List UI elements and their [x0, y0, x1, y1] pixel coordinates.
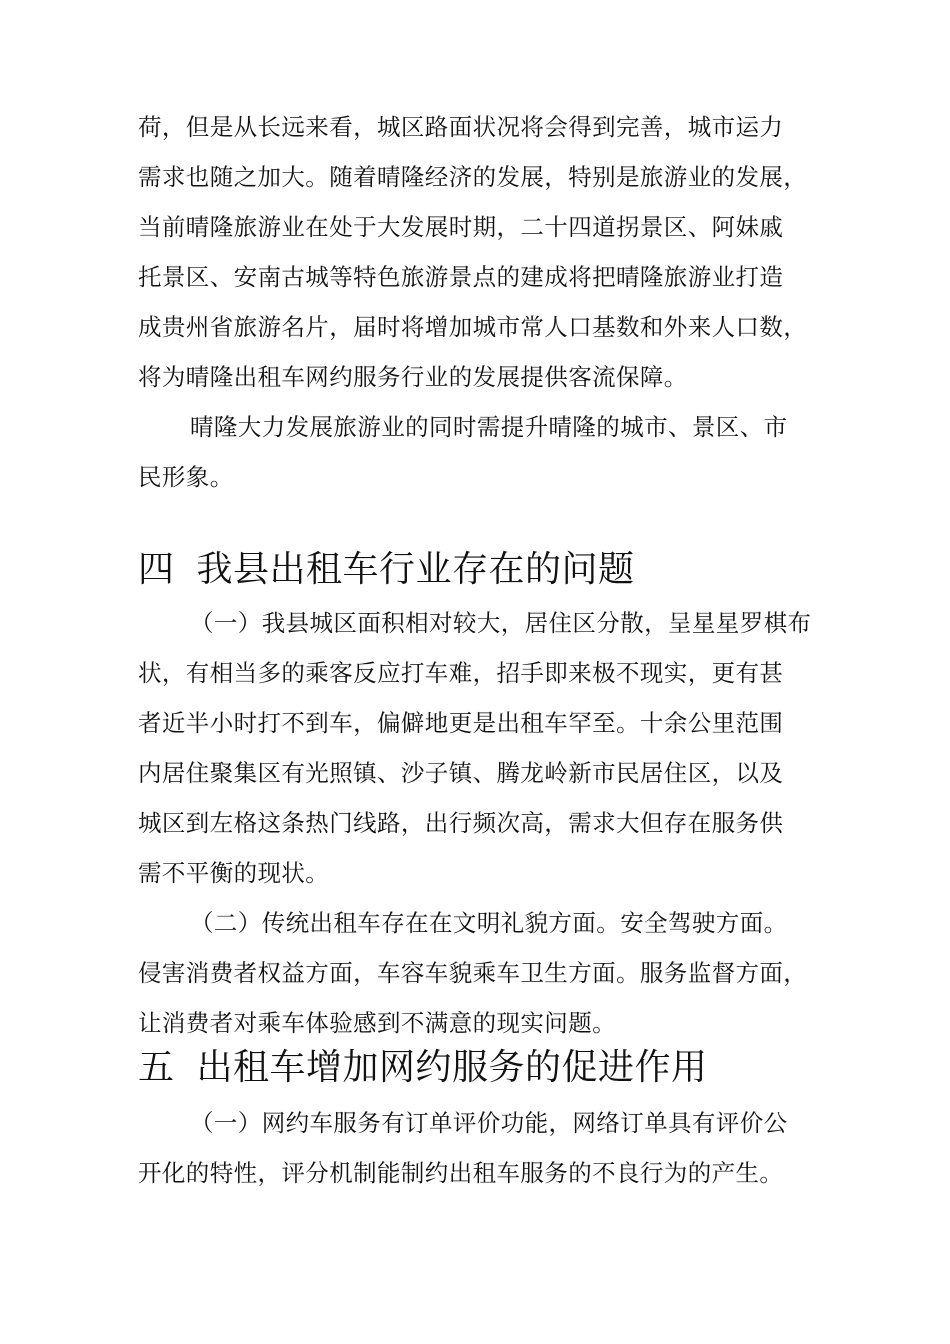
paragraph-line: 托景区、安南古城等特色旅游景点的建成将把晴隆旅游业打造 [138, 263, 784, 291]
paragraph-line: 城区到左格这条热门线路，出行频次高，需求大但存在服务供 [138, 809, 784, 837]
section-title: 出租车增加网约服务的促进作用 [196, 1047, 708, 1088]
section-heading [138, 548, 635, 592]
paragraph-line: 开化的特性，评分机制能制约出租车服务的不良行为的产生。 [138, 1159, 784, 1187]
paragraph-line: 内居住聚集区有光照镇、沙子镇、腾龙岭新市民居住区，以及 [138, 759, 784, 787]
paragraph-line: （二）传统出租车存在在文明礼貌方面。安全驾驶方面。 [190, 909, 788, 937]
paragraph-line: 侵害消费者权益方面，车容车貌乘车卫生方面。服务监督方面， [138, 959, 808, 987]
paragraph-line: 需不平衡的现状。 [138, 859, 330, 887]
section-number: 五 [138, 1047, 175, 1088]
section-number: 四 [138, 549, 175, 590]
paragraph-line: 荷，但是从长远来看，城区路面状况将会得到完善，城市运力 [138, 113, 784, 141]
paragraph-line: 成贵州省旅游名片，届时将增加城市常人口基数和外来人口数， [138, 313, 808, 341]
paragraph-line: 让消费者对乘车体验感到不满意的现实问题。 [138, 1009, 616, 1037]
paragraph-line: 者近半小时打不到车，偏僻地更是出租车罕至。十余公里范围 [138, 709, 784, 737]
paragraph-line: 状，有相当多的乘客反应打车难，招手即来极不现实，更有甚 [138, 659, 784, 687]
paragraph-line: 晴隆大力发展旅游业的同时需提升晴隆的城市、景区、市 [190, 413, 788, 441]
paragraph-line: 当前晴隆旅游业在处于大发展时期，二十四道拐景区、阿妹戚 [138, 213, 784, 241]
paragraph-line: 民形象。 [138, 463, 234, 491]
paragraph-line: （一）我县城区面积相对较大，居住区分散，呈星星罗棋布 [190, 609, 812, 637]
paragraph-line: 将为晴隆出租车网约服务行业的发展提供客流保障。 [138, 363, 688, 391]
section-title: 我县出租车行业存在的问题 [196, 549, 635, 590]
section-heading [138, 1046, 708, 1090]
paragraph-line: 需求也随之加大。随着晴隆经济的发展，特别是旅游业的发展， [138, 163, 808, 191]
paragraph-line: （一）网约车服务有订单评价功能，网络订单具有评价公 [190, 1109, 788, 1137]
